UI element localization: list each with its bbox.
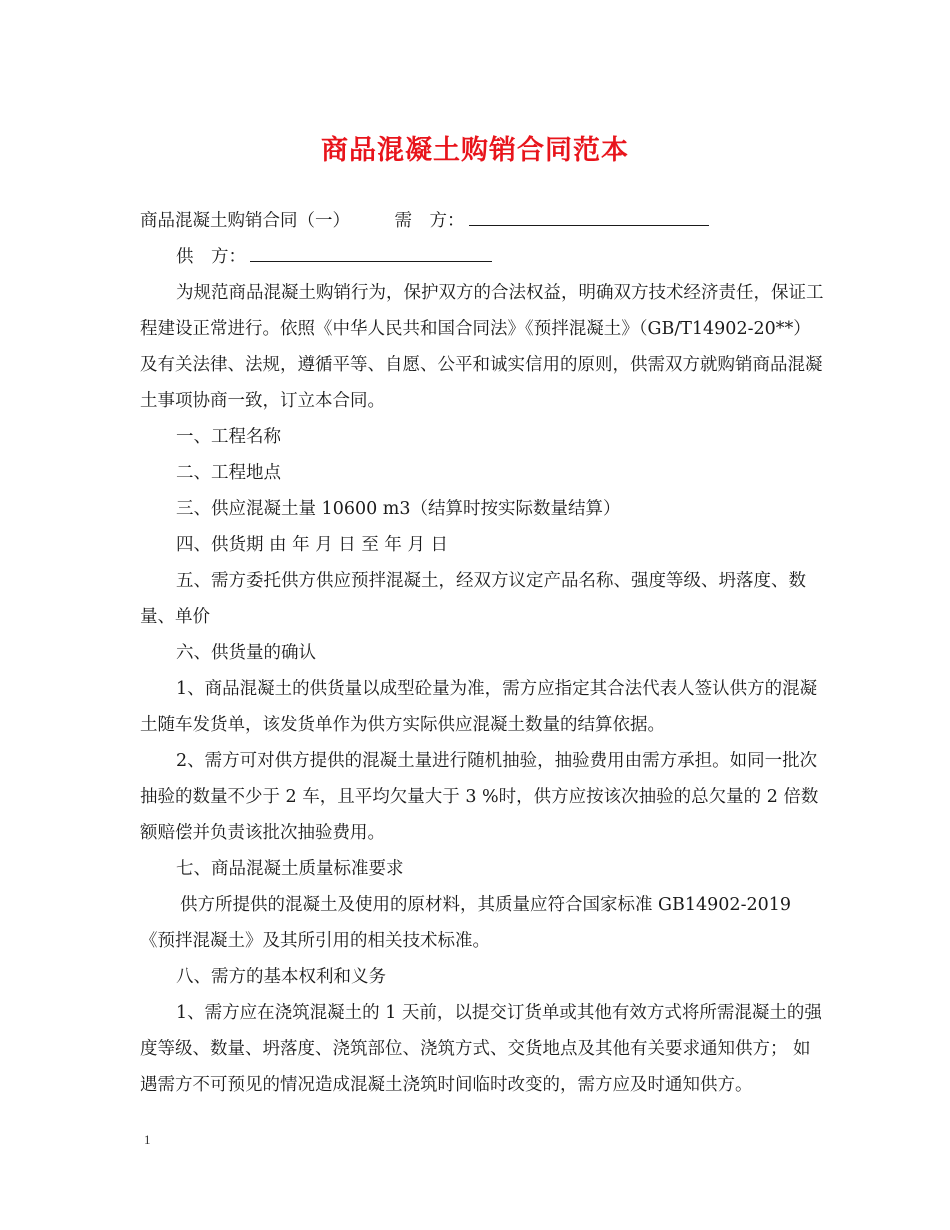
clause-6-item-2: 2、需方可对供方提供的混凝土量进行随机抽验，抽验费用由需方承担。如同一批次抽验的数量不少于 2 车，且平均欠量大于 3 %时，供方应按该次抽验的总欠量的 2 倍数额赔偿并负责该批次抽验费用。	[140, 751, 819, 843]
buyer-label: 需 方：	[394, 211, 465, 231]
clause-7-text: 供方所提供的混凝土及使用的原材料，其质量应符合国家标准 GB14902-2019《预拌混凝土》及其所引用的相关技术标准。	[140, 895, 792, 951]
clause-heading-2: 二、工程地点	[176, 463, 281, 483]
clause-heading-6: 六、供货量的确认	[176, 643, 316, 663]
header-line-buyer	[140, 203, 825, 239]
clause-heading-4: 四、供货期 由 年 月 日 至 年 月 日	[176, 535, 449, 555]
supplier-label: 供 方：	[176, 247, 246, 267]
clause-heading-3: 三、供应混凝土量 10600 m3（结算时按实际数量结算）	[176, 499, 621, 519]
page-number: 1	[144, 1132, 151, 1147]
clause-heading-7: 七、商品混凝土质量标准要求	[176, 859, 404, 879]
supplier-blank-line	[250, 260, 492, 262]
clause-8-item-1: 1、需方应在浇筑混凝土的 1 天前，以提交订货单或其他有效方式将所需混凝土的强度等级、数量、坍落度、浇筑部位、浇筑方式、交货地点及其他有关要求通知供方； 如遇需方不可预见的情况造成混凝土浇筑时间临时改变的，需方应及时通知供方。	[140, 1003, 822, 1095]
clause-heading-1: 一、工程名称	[176, 427, 281, 447]
header-line-supplier	[140, 239, 825, 275]
document-title: 商品混凝土购销合同范本	[321, 135, 629, 166]
buyer-blank-line	[469, 224, 709, 226]
preamble-paragraph: 为规范商品混凝土购销行为，保护双方的合法权益，明确双方技术经济责任，保证工程建设正常进行。依照《中华人民共和国合同法》《预拌混凝土》（GB/T14902-20**）及有关法律、法规，遵循平等、自愿、公平和诚实信用的原则，供需双方就购销商品混凝土事项协商一致，订立本合同。	[140, 283, 824, 411]
clause-heading-8: 八、需方的基本权利和义务	[176, 967, 386, 987]
clause-heading-5: 五、需方委托供方供应预拌混凝土，经双方议定产品名称、强度等级、坍落度、数量、单价	[140, 571, 806, 627]
document-body	[140, 203, 825, 1103]
contract-name: 商品混凝土购销合同（一）	[140, 211, 350, 231]
clause-6-item-1: 1、商品混凝土的供货量以成型砼量为准，需方应指定其合法代表人签认供方的混凝土随车发货单，该发货单作为供方实际供应混凝土数量的结算依据。	[140, 679, 818, 735]
